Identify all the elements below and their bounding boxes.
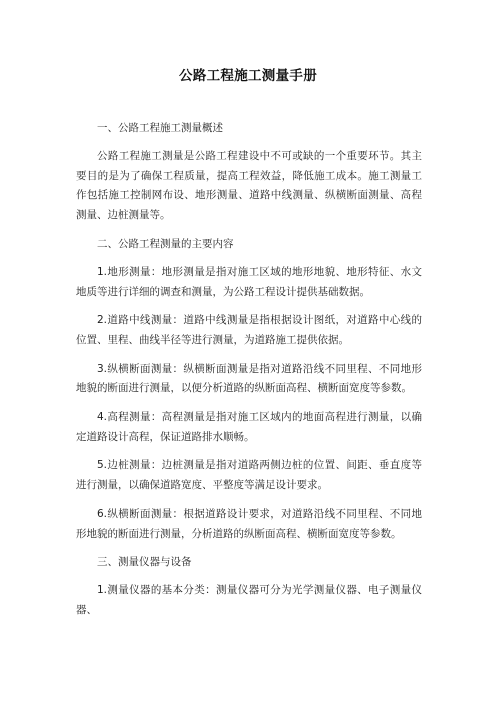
paragraph-topographic-survey: 1.地形测量：地形测量是指对施工区域的地形地貌、地形特征、水文地质等进行详细的调查和测量，为公路工程设计提供基础数据。 — [76, 265, 422, 298]
section-heading-overview: 一、公路工程施工测量概述 — [97, 122, 223, 134]
paragraph-centerline-survey: 2.道路中线测量：道路中线测量是指根据设计图纸，对道路中心线的位置、里程、曲线半径等进行测量，为道路施工提供依据。 — [76, 314, 422, 346]
paragraph-side-stake-survey: 5.边桩测量：边桩测量是指对道路两侧边桩的位置、间距、垂直度等进行测量，以确保道路宽度、平整度等满足设计要求。 — [76, 459, 422, 492]
section-heading-instruments: 三、测量仪器与设备 — [97, 556, 192, 569]
paragraph-instrument-classification: 1.测量仪器的基本分类：测量仪器可分为光学测量仪器、电子测量仪器、 — [76, 584, 422, 616]
paragraph-elevation-survey: 4.高程测量：高程测量是指对施工区域内的地面高程进行测量，以确定道路设计高程，保证道路排水顺畅。 — [76, 411, 422, 443]
paragraph-cross-section-survey-2: 6.纵横断面测量：根据道路设计要求，对道路沿线不同里程、不同地形地貌的断面进行测量，分析道路的纵断面高程、横断面宽度等参数。 — [76, 507, 422, 540]
section-heading-main-content: 二、公路工程测量的主要内容 — [97, 237, 234, 250]
paragraph-cross-section-survey: 3.纵横断面测量：纵横断面测量是指对道路沿线不同里程、不同地形地貌的断面进行测量，以便分析道路的纵断面高程、横断面宽度等参数。 — [76, 362, 422, 395]
document-body — [76, 119, 422, 630]
document-title: 公路工程施工测量手册 — [179, 68, 317, 84]
paragraph-overview: 公路工程施工测量是公路工程建设中不可或缺的一个重要环节。其主要目的是为了确保工程质量，提高工程效益，降低施工成本。施工测量工作包括施工控制网布设、地形测量、道路中线测量、纵横断面测量、高程测量、边桩测量等。 — [76, 150, 422, 222]
